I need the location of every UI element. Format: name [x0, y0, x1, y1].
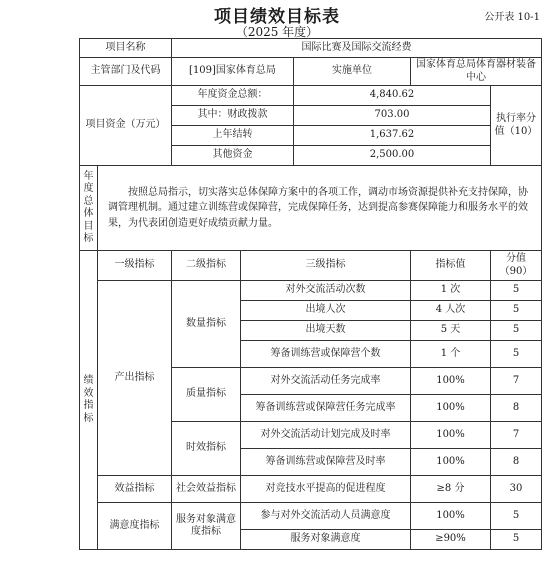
department-value: [109]国家体育总局: [172, 58, 294, 86]
indicator-score: 5: [491, 530, 542, 550]
funds-carryover-value: 1,637.62: [294, 126, 491, 146]
output-indicator-label: 产出指标: [98, 281, 172, 476]
table-row: [80, 503, 542, 530]
funds-carryover-label: 上年结转: [172, 126, 294, 146]
indicator-score: 5: [491, 321, 542, 341]
header-level2: 二级指标: [172, 251, 241, 281]
indicator-value: 100%: [411, 503, 491, 530]
indicator-name: 筹备训练营或保障营任务完成率: [241, 395, 411, 422]
indicator-value: 4 人次: [411, 301, 491, 321]
indicators-section-label: 绩效指标: [80, 251, 98, 550]
indicator-name: 对竞技水平提高的促进程度: [241, 476, 411, 503]
indicator-name: 参与对外交流活动人员满意度: [241, 503, 411, 530]
header-score: 分值（90）: [491, 251, 542, 281]
indicator-name: 对外交流活动计划完成及时率: [241, 422, 411, 449]
indicator-value: 1 次: [411, 281, 491, 301]
project-name-value: 国际比赛及国际交流经费: [172, 39, 542, 58]
indicator-score: 7: [491, 368, 542, 395]
project-name-row: [80, 39, 542, 58]
indicator-name: 对外交流活动次数: [241, 281, 411, 301]
indicator-score: 7: [491, 422, 542, 449]
department-label: 主管部门及代码: [80, 58, 172, 86]
indicator-header-row: [80, 251, 542, 281]
benefit-indicator-label: 效益指标: [98, 476, 172, 503]
indicator-name: 出境天数: [241, 321, 411, 341]
indicator-score: 8: [491, 449, 542, 476]
indicator-name: 筹备训练营或保障营个数: [241, 341, 411, 368]
table-row: [80, 476, 542, 503]
indicator-value: ≥90%: [411, 530, 491, 550]
performance-table: [79, 38, 542, 550]
indicator-value: 5 天: [411, 321, 491, 341]
indicator-score: 5: [491, 341, 542, 368]
timeliness-indicator-label: 时效指标: [172, 422, 241, 476]
indicator-name: 对外交流活动任务完成率: [241, 368, 411, 395]
social-benefit-label: 社会效益指标: [172, 476, 241, 503]
overall-goal-row: [80, 166, 542, 251]
page-title: 项目绩效目标表: [214, 7, 340, 27]
satisfaction-indicator-label: 满意度指标: [98, 503, 172, 550]
quality-indicator-label: 质量指标: [172, 368, 241, 422]
quantity-indicator-label: 数量指标: [172, 281, 241, 368]
indicator-value: 100%: [411, 449, 491, 476]
funds-row: [80, 86, 542, 106]
funds-total-value: 4,840.62: [294, 86, 491, 106]
header-value: 指标值: [411, 251, 491, 281]
funds-other-value: 2,500.00: [294, 146, 491, 166]
indicator-value: 100%: [411, 368, 491, 395]
funds-other-label: 其他资金: [172, 146, 294, 166]
header-level1: 一级指标: [98, 251, 172, 281]
funds-fiscal-label: 其中：财政拨款: [172, 106, 294, 126]
indicator-score: 8: [491, 395, 542, 422]
funds-fiscal-value: 703.00: [294, 106, 491, 126]
indicator-value: 100%: [411, 395, 491, 422]
indicator-name: 筹备训练营或保障营及时率: [241, 449, 411, 476]
table-row: [80, 281, 542, 301]
funds-label: 项目资金（万元）: [80, 86, 172, 166]
overall-goal-label: 年度总体目标: [80, 166, 98, 251]
indicator-score: 5: [491, 301, 542, 321]
project-name-label: 项目名称: [80, 39, 172, 58]
overall-goal-text: 按照总局指示，切实落实总体保障方案中的各项工作，调动市场资源提供补充支持保障，协调管理机制。通过建立训练营或保障营，完成保障任务，达到提高参赛保障能力和服务水平的效果，为代表团创造更好成绩贡献力量。: [98, 166, 542, 251]
indicator-score: 30: [491, 476, 542, 503]
indicator-score: 5: [491, 503, 542, 530]
header-level3: 三级指标: [241, 251, 411, 281]
indicator-name: 出境人次: [241, 301, 411, 321]
department-row: [80, 58, 542, 86]
indicator-value: 100%: [411, 422, 491, 449]
funds-total-label: 年度资金总额：: [172, 86, 294, 106]
indicator-name: 服务对象满意度: [241, 530, 411, 550]
page-subtitle: （2025 年度）: [235, 25, 319, 39]
execution-rate-label: 执行率分值（10）: [491, 86, 542, 166]
implementing-unit-value: 国家体育总局体育器材装备中心: [411, 58, 542, 86]
service-satisfaction-label: 服务对象满意度指标: [172, 503, 241, 550]
indicator-value: ≥8 分: [411, 476, 491, 503]
form-number: 公开表 10-1: [484, 12, 540, 23]
indicator-score: 5: [491, 281, 542, 301]
implementing-unit-label: 实施单位: [294, 58, 411, 86]
indicator-value: 1 个: [411, 341, 491, 368]
